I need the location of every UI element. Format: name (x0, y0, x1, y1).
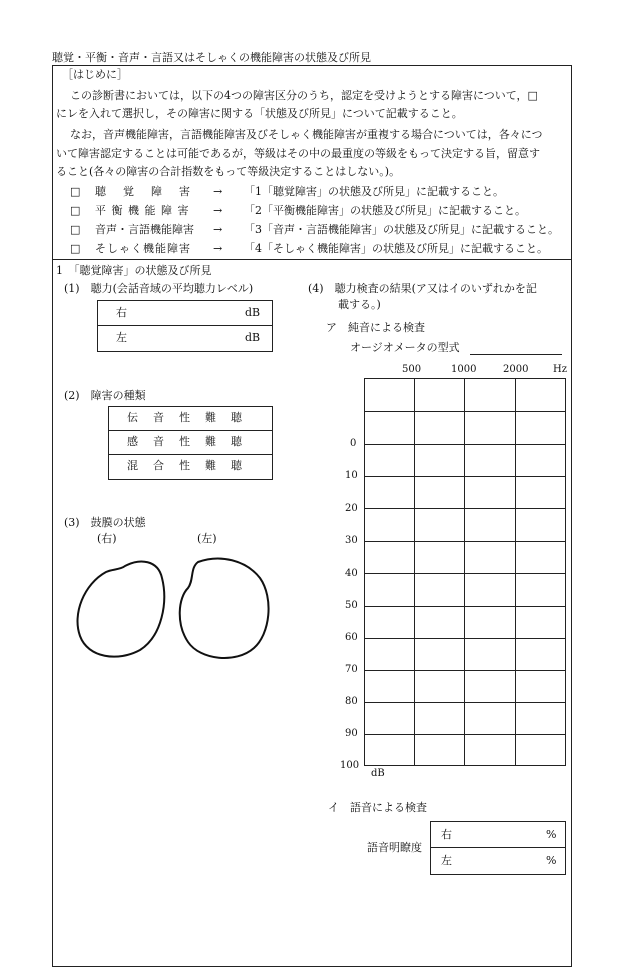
eardrum-right-label: (右) (97, 532, 117, 545)
speech-test-label: イ 語音による検査 (328, 801, 427, 814)
intro-text: ること(各々の障害の合計指数をもって等級決定することはしない。)。 (56, 165, 401, 178)
intro-text: いて障害認定することは可能であるが，等級はその中の最重度の等級をもって決定する旨，留意す (56, 147, 540, 160)
document-title: 聴覚・平衡・音声・言語又はそしゃくの機能障害の状態及び所見 (52, 51, 371, 64)
db-label: 40 (345, 568, 358, 579)
option-text: 「1「聴覚障害」の状態及び所見」に記載すること。 (244, 185, 504, 198)
grid-frame (364, 378, 566, 766)
grid-line (364, 444, 565, 445)
arrow-icon: → (213, 242, 223, 255)
db-label: 30 (345, 535, 358, 546)
option-name: 平 衡 機 能 障 害 (95, 204, 190, 217)
intro-text: この診断書においては，以下の4つの障害区分のうち，認定を受けようとする障害について，□ (70, 89, 538, 102)
intro-text: なお，音声機能障害，言語機能障害及びそしゃく機能障害が重複する場合については，各々につ (70, 128, 543, 141)
pure-tone-label: ア 純音による検査 (326, 321, 425, 334)
option-name: 音声・言語機能障害 (95, 223, 194, 236)
checkbox[interactable]: □ (70, 242, 81, 255)
grid-line (364, 573, 565, 574)
type-conductive[interactable]: 伝 音 性 難 聴 (127, 411, 244, 424)
arrow-icon: → (213, 223, 223, 236)
option-text: 「3「音声・言語機能障害」の状態及び所見」に記載すること。 (244, 223, 559, 236)
grid-line (464, 378, 465, 765)
grid-line (414, 378, 415, 765)
db-unit: dB (371, 768, 385, 779)
option-text: 「2「平衡機能障害」の状態及び所見」に記載すること。 (244, 204, 526, 217)
grid-line (515, 378, 516, 765)
eardrum-right-outline (78, 562, 165, 657)
db-label: 60 (345, 632, 358, 643)
db-label: 50 (345, 600, 358, 611)
eardrum-diagram (70, 550, 290, 670)
checkbox[interactable]: □ (70, 223, 81, 236)
table-divider (97, 325, 272, 326)
eardrum-left-outline (180, 559, 269, 659)
grid-line (364, 638, 565, 639)
type-sensorineural[interactable]: 感 音 性 難 聴 (127, 435, 244, 448)
table-divider (430, 847, 565, 848)
db-label: 80 (345, 696, 358, 707)
checkbox[interactable]: □ (70, 204, 81, 217)
arrow-icon: → (213, 204, 223, 217)
clarity-label: 語音明瞭度 (367, 841, 422, 854)
section-divider (52, 259, 571, 260)
clarity-right-unit[interactable]: % (546, 828, 557, 841)
db-label: 100 (340, 760, 360, 771)
freq-label: 1000 (451, 364, 477, 375)
hearing-label: (1) 聴力(会話音域の平均聴力レベル) (64, 282, 254, 295)
hearing-left-unit[interactable]: dB (245, 331, 261, 344)
type-mixed[interactable]: 混 合 性 難 聴 (127, 459, 244, 472)
freq-label: 500 (402, 364, 422, 375)
section-heading: 1 「聴覚障害」の状態及び所見 (56, 264, 212, 277)
hearing-left-label: 左 (116, 331, 127, 344)
clarity-right-label: 右 (441, 828, 452, 841)
arrow-icon: → (213, 185, 223, 198)
grid-line (364, 702, 565, 703)
db-label: 70 (345, 664, 358, 675)
grid-line (364, 411, 565, 412)
clarity-left-label: 左 (441, 854, 452, 867)
clarity-left-unit[interactable]: % (546, 854, 557, 867)
type-label: (2) 障害の種類 (64, 389, 146, 402)
option-text: 「4「そしゃく機能障害」の状態及び所見」に記載すること。 (244, 242, 548, 255)
intro-heading: ［はじめに］ (62, 68, 128, 81)
eardrum-left-label: (左) (197, 532, 217, 545)
hearing-right-label: 右 (116, 306, 127, 319)
hearing-right-unit[interactable]: dB (245, 306, 261, 319)
grid-line (364, 476, 565, 477)
db-label: 90 (345, 728, 358, 739)
grid-line (364, 541, 565, 542)
grid-line (364, 508, 565, 509)
audiometer-input[interactable] (470, 354, 562, 355)
grid-line (364, 606, 565, 607)
test-label: (4) 聴力検査の結果(ア又はイのいずれかを記 (308, 282, 537, 295)
db-label: 20 (345, 503, 358, 514)
grid-line (364, 734, 565, 735)
table-divider (108, 430, 272, 431)
eardrum-label: (3) 鼓膜の状態 (64, 516, 146, 529)
audiometer-label: オージオメータの型式 (350, 341, 460, 354)
db-label: 10 (345, 470, 358, 481)
test-label-cont: 載する。) (338, 298, 381, 311)
intro-text: にレを入れて選択し，その障害に関する「状態及び所見」について記載すること。 (56, 107, 463, 120)
db-label: 0 (350, 438, 357, 449)
checkbox[interactable]: □ (70, 185, 81, 198)
grid-line (364, 670, 565, 671)
option-name: そしゃく機能障害 (95, 242, 191, 255)
freq-unit: Hz (553, 364, 567, 375)
table-divider (108, 454, 272, 455)
option-name: 聴 覚 障 害 (95, 185, 193, 198)
freq-label: 2000 (503, 364, 529, 375)
